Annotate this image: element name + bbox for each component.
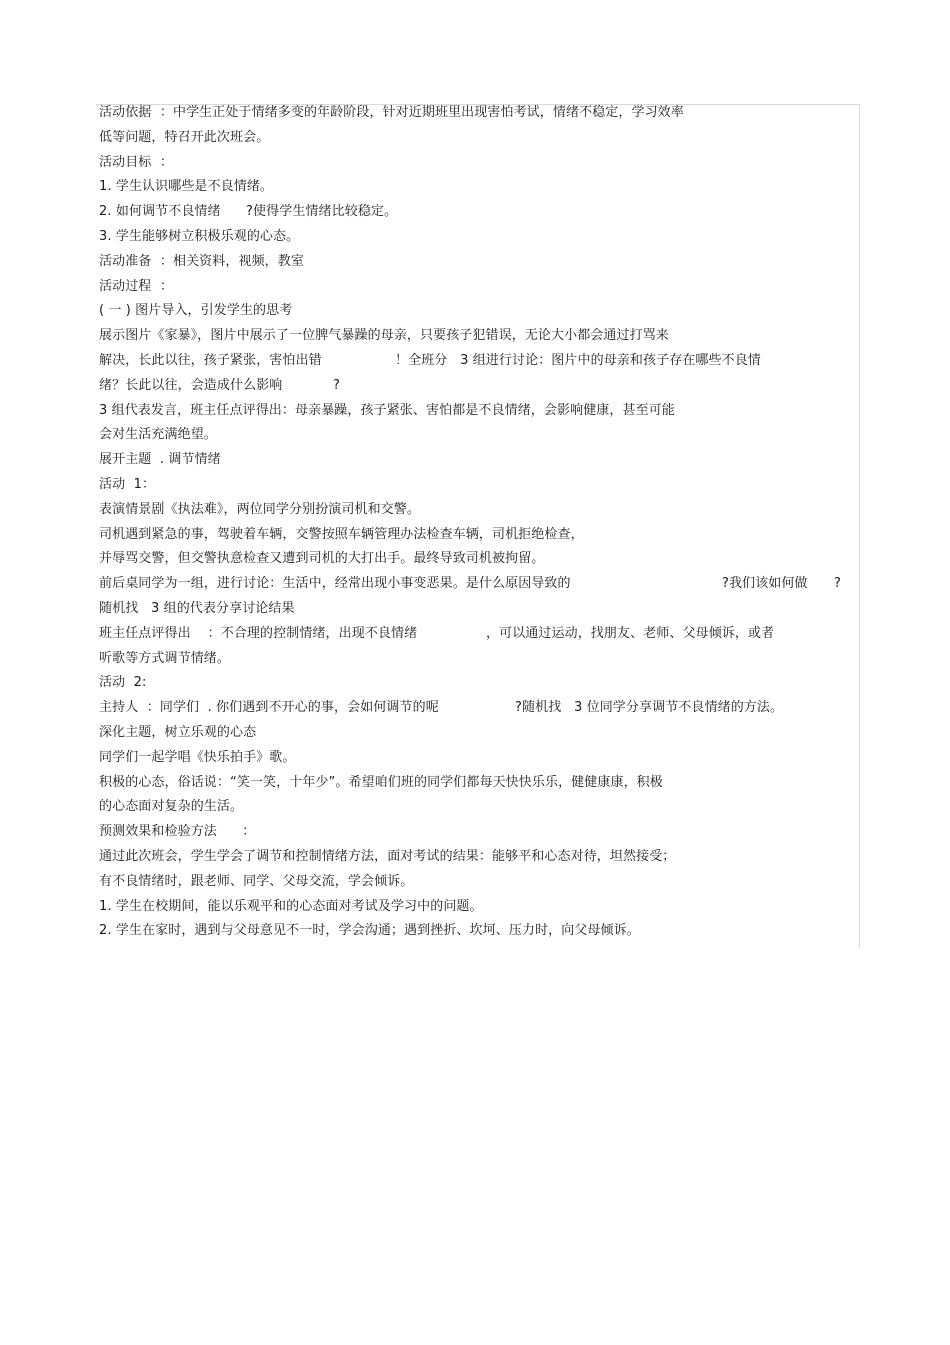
text-line	[99, 746, 855, 771]
text-line	[99, 919, 855, 944]
text-line	[99, 399, 855, 424]
text-segment: 2. 学生在家时，遇到与父母意见不一时，学会沟通；遇到挫折、坎坷、压力时，向父母倾诉。	[99, 923, 640, 939]
text-segment: 深化主题，树立乐观的心态	[99, 724, 257, 740]
text-segment: 前后桌同学为一组，进行讨论：生活中，经常出现小事变恶果。是什么原因导致的	[99, 576, 571, 592]
text-line	[99, 175, 855, 200]
text-segment: 1. 学生认识哪些是不良情绪。	[99, 179, 274, 195]
text-segment: 展示图片《家暴》，图片中展示了一位脾气暴躁的母亲，只要孩子犯错误，无论大小都会通过打骂来	[99, 328, 669, 344]
text-line	[99, 126, 855, 151]
text-segment: 主持人 ：同学们 . 你们遇到不开心的事，会如何调节的呢	[99, 700, 439, 716]
text-segment: 绪？长此以往，会造成什么影响	[99, 377, 283, 393]
text-segment: ！全班分 3 组进行讨论：图片中的母亲和孩子存在哪些不良情	[395, 352, 761, 368]
text-line	[99, 622, 855, 647]
text-segment: ，可以通过运动，找朋友、老师、父母倾诉，或者	[486, 625, 775, 641]
text-segment: 并辱骂交警，但交警执意检查又遭到司机的大打出手。最终导致司机被拘留。	[99, 551, 545, 567]
text-line	[99, 324, 855, 349]
text-segment: 活动准备 ：相关资料，视频，教室	[99, 253, 304, 269]
text-line	[99, 820, 855, 845]
frame-right-border	[859, 104, 860, 948]
text-segment: 积极的心态，俗话说：“笑一笑，十年少”。希望咱们班的同学们都每天快快乐乐，健健康康，积极	[99, 774, 663, 790]
text-segment: 通过此次班会，学生学会了调节和控制情绪方法，面对考试的结果：能够平和心态对待，坦然接受；	[99, 848, 676, 864]
text-segment: 展开主题 . 调节情绪	[99, 452, 221, 468]
text-segment: 表演情景剧《执法难》，两位同学分别扮演司机和交警。	[99, 501, 421, 517]
text-line	[99, 250, 855, 275]
text-segment: 活动过程 ：	[99, 278, 173, 294]
text-line	[99, 547, 855, 572]
text-line	[99, 696, 855, 721]
text-line	[99, 671, 855, 696]
text-segment: 班主任点评得出 ：不合理的控制情绪，出现不良情绪	[99, 625, 418, 641]
text-line	[99, 101, 855, 126]
text-line	[99, 795, 855, 820]
text-line	[99, 423, 855, 448]
text-segment: 1. 学生在校期间，能以乐观平和的心态面对考试及学习中的问题。	[99, 898, 483, 914]
text-segment: 同学们一起学唱《快乐拍手》歌。	[99, 749, 296, 765]
text-line	[99, 572, 855, 597]
text-segment: 预测效果和检验方法 ：	[99, 824, 256, 840]
text-line	[99, 870, 855, 895]
text-segment: 2. 如何调节不良情绪 ?使得学生情绪比较稳定。	[99, 204, 398, 220]
text-segment: 随机找 3 组的代表分享讨论结果	[99, 600, 295, 616]
text-segment: 低等问题，特召开此次班会。	[99, 129, 270, 145]
text-line	[99, 200, 855, 225]
text-line	[99, 151, 855, 176]
text-line	[99, 647, 855, 672]
text-line	[99, 448, 855, 473]
text-line	[99, 473, 855, 498]
text-segment: 解决，长此以往，孩子紧张，害怕出错	[99, 352, 322, 368]
text-segment: 活动 1：	[99, 476, 156, 492]
text-segment: ?	[834, 576, 841, 592]
text-segment: 活动 2:	[99, 675, 147, 691]
text-segment: ?我们该如何做	[722, 576, 808, 592]
text-segment: 活动依据 ：中学生正处于情绪多变的年龄阶段，针对近期班里出现害怕考试，情绪不稳定，学习效率	[99, 105, 684, 120]
text-segment: 会对生活充满绝望。	[99, 427, 217, 443]
text-line	[99, 845, 855, 870]
text-line	[99, 374, 855, 399]
text-line	[99, 771, 855, 796]
text-segment: ?随机找 3 位同学分享调节不良情绪的方法。	[515, 700, 784, 716]
text-segment: 3 组代表发言，班主任点评得出：母亲暴躁，孩子紧张、害怕都是不良情绪，会影响健康，甚至可能	[99, 402, 675, 418]
text-line	[99, 275, 855, 300]
text-line	[99, 299, 855, 324]
text-line	[99, 523, 855, 548]
text-line	[99, 597, 855, 622]
text-segment: 3. 学生能够树立积极乐观的心态。	[99, 228, 300, 244]
text-line	[99, 225, 855, 250]
document-body	[99, 101, 855, 944]
text-line	[99, 498, 855, 523]
text-segment: 活动目标 ：	[99, 154, 173, 170]
text-segment: ( 一 ) 图片导入，引发学生的思考	[99, 303, 293, 319]
text-segment: 有不良情绪时，跟老师、同学、父母交流，学会倾诉。	[99, 873, 414, 889]
text-segment: 司机遇到紧急的事，驾驶着车辆，交警按照车辆管理办法检查车辆，司机拒绝检查，	[99, 526, 584, 542]
text-segment: ?	[333, 377, 340, 393]
text-segment: 听歌等方式调节情绪。	[99, 650, 231, 666]
text-segment: 的心态面对复杂的生活。	[99, 799, 244, 815]
text-line	[99, 349, 855, 374]
text-line	[99, 895, 855, 920]
text-line	[99, 721, 855, 746]
